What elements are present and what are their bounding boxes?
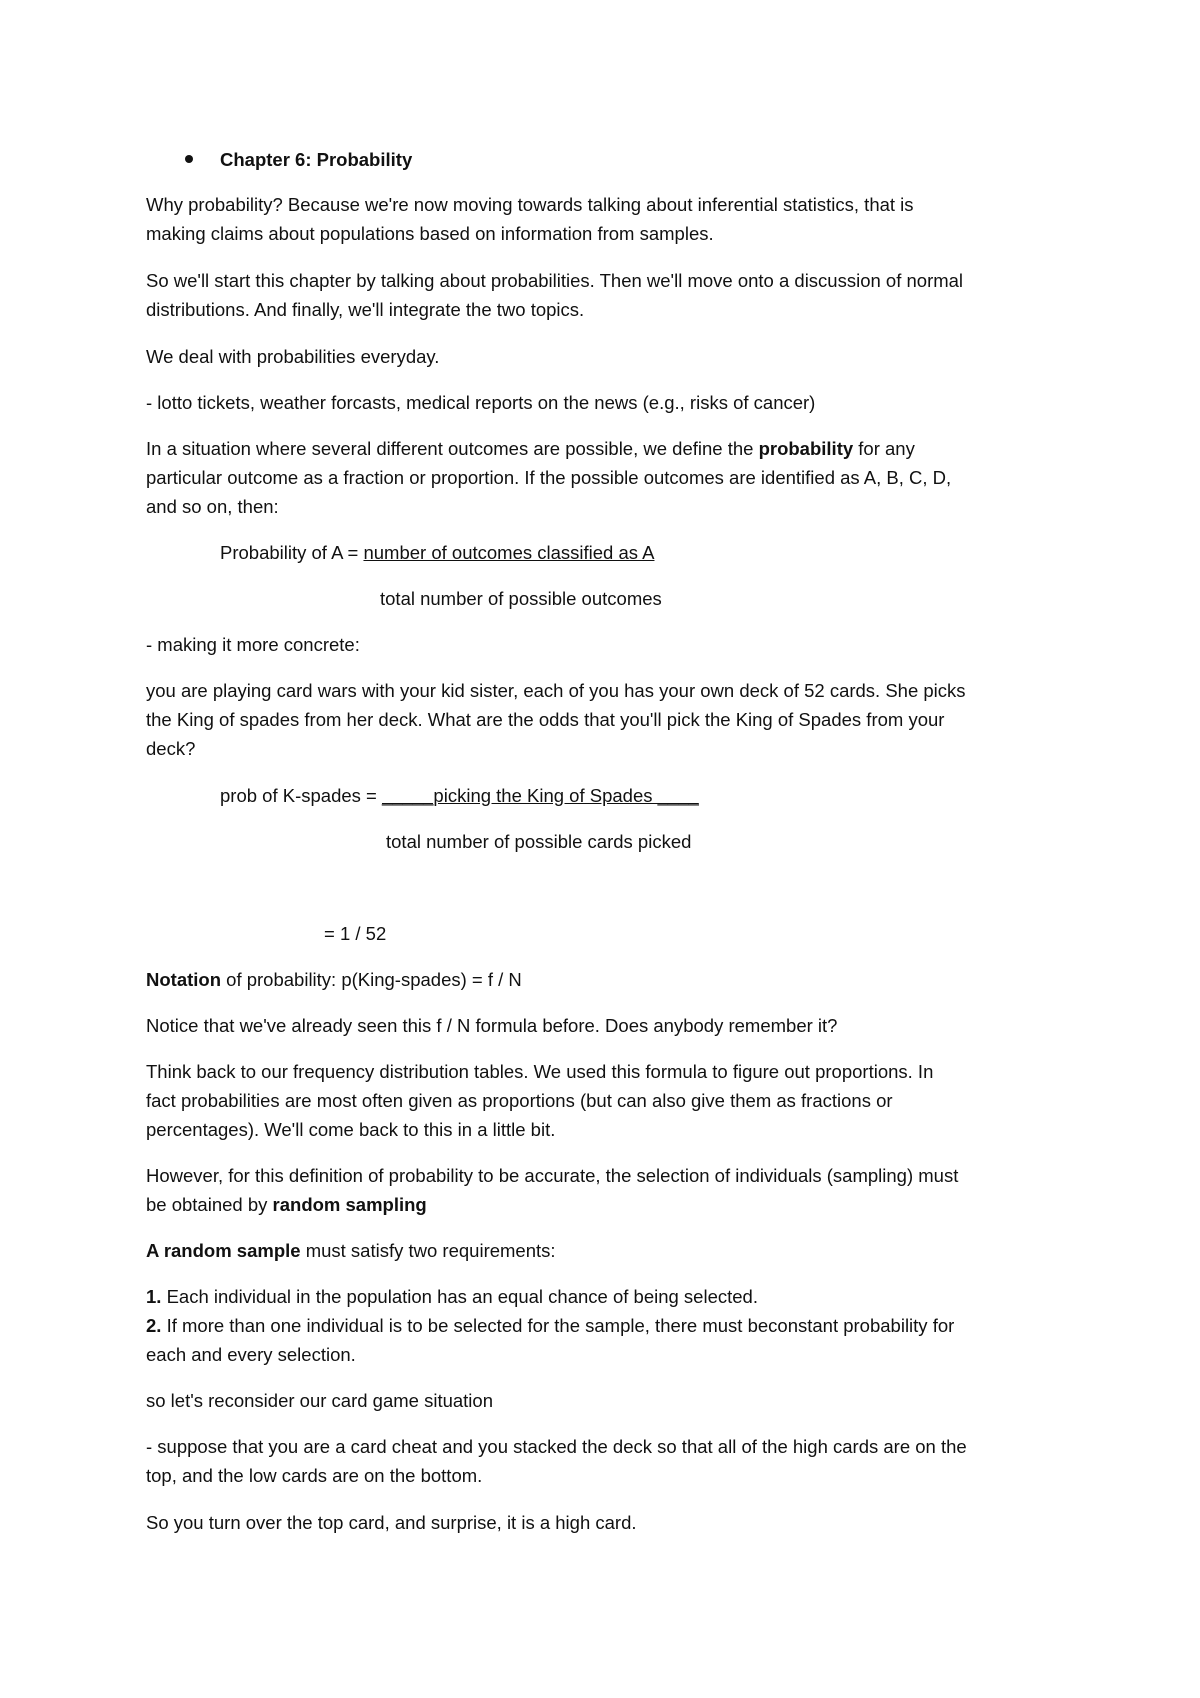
formula-denominator: total number of possible cards picked bbox=[386, 831, 692, 852]
paragraph-line: distributions. And finally, we'll integrate the two topics. bbox=[146, 299, 585, 320]
list-number: 1. bbox=[146, 1286, 162, 1307]
text-run: must satisfy two requirements: bbox=[300, 1240, 556, 1261]
term-random-sampling: random sampling bbox=[272, 1194, 427, 1215]
text-run: for any bbox=[853, 438, 915, 459]
paragraph-line bbox=[146, 1236, 556, 1266]
paragraph-line bbox=[146, 965, 522, 995]
list-item bbox=[146, 1282, 758, 1312]
list-number: 2. bbox=[146, 1315, 162, 1336]
formula-king-spades bbox=[220, 781, 699, 811]
term-notation: Notation bbox=[146, 969, 222, 990]
text-run: Each individual in the population has an equal chance of being selected. bbox=[161, 1286, 758, 1307]
formula-result: = 1 / 52 bbox=[324, 923, 387, 944]
term-probability: probability bbox=[758, 438, 854, 459]
formula-probability-a bbox=[220, 538, 654, 568]
paragraph-line: Notice that we've already seen this f / N formula before. Does anybody remember it? bbox=[146, 1015, 838, 1036]
paragraph-line: - suppose that you are a card cheat and you stacked the deck so that all of the high cards are on the bbox=[146, 1436, 967, 1457]
text-run: of probability: p(King-spades) = f / N bbox=[221, 969, 522, 990]
paragraph-line: Why probability? Because we're now moving towards talking about inferential statistics, that is bbox=[146, 194, 914, 215]
text-run: In a situation where several different outcomes are possible, we define the bbox=[146, 438, 759, 459]
paragraph-line: and so on, then: bbox=[146, 496, 279, 517]
paragraph-line: the King of spades from her deck. What are the odds that you'll pick the King of Spades from your bbox=[146, 709, 945, 730]
paragraph-line: fact probabilities are most often given as proportions (but can also give them as fractions or bbox=[146, 1090, 893, 1111]
paragraph-line: top, and the low cards are on the bottom. bbox=[146, 1465, 483, 1486]
paragraph-line: particular outcome as a fraction or proportion. If the possible outcomes are identified as A, B, C, D, bbox=[146, 467, 952, 488]
paragraph-line: However, for this definition of probability to be accurate, the selection of individuals (sampling) must bbox=[146, 1165, 959, 1186]
formula-numerator: number of outcomes classified as A bbox=[363, 542, 655, 563]
chapter-heading: Chapter 6: Probability bbox=[220, 149, 413, 170]
paragraph-line bbox=[146, 1190, 427, 1220]
paragraph-line: so let's reconsider our card game situation bbox=[146, 1390, 493, 1411]
formula-denominator: total number of possible outcomes bbox=[380, 588, 662, 609]
paragraph-line: Think back to our frequency distribution tables. We used this formula to figure out proportions. In bbox=[146, 1061, 934, 1082]
term-random-sample: A random sample bbox=[146, 1240, 301, 1261]
paragraph-line: you are playing card wars with your kid sister, each of you has your own deck of 52 cards. She picks bbox=[146, 680, 966, 701]
paragraph-line: making claims about populations based on information from samples. bbox=[146, 223, 714, 244]
paragraph-line bbox=[146, 434, 915, 464]
formula-lhs: Probability of A = bbox=[220, 542, 364, 563]
formula-lhs: prob of K-spades = bbox=[220, 785, 382, 806]
paragraph-line: So we'll start this chapter by talking about probabilities. Then we'll move onto a discussion of normal bbox=[146, 270, 964, 291]
paragraph-line: each and every selection. bbox=[146, 1344, 356, 1365]
paragraph-line: deck? bbox=[146, 738, 196, 759]
paragraph-line: We deal with probabilities everyday. bbox=[146, 346, 440, 367]
bullet-icon bbox=[185, 155, 193, 163]
paragraph-line: So you turn over the top card, and surprise, it is a high card. bbox=[146, 1512, 637, 1533]
paragraph-line: percentages). We'll come back to this in a little bit. bbox=[146, 1119, 556, 1140]
text-run: If more than one individual is to be selected for the sample, there must beconstant probability for bbox=[161, 1315, 955, 1336]
list-item bbox=[146, 1311, 954, 1341]
text-run: be obtained by bbox=[146, 1194, 273, 1215]
formula-numerator: _____picking the King of Spades ____ bbox=[381, 785, 699, 806]
paragraph-line: - lotto tickets, weather forcasts, medical reports on the news (e.g., risks of cancer) bbox=[146, 392, 816, 413]
paragraph-line: - making it more concrete: bbox=[146, 634, 360, 655]
